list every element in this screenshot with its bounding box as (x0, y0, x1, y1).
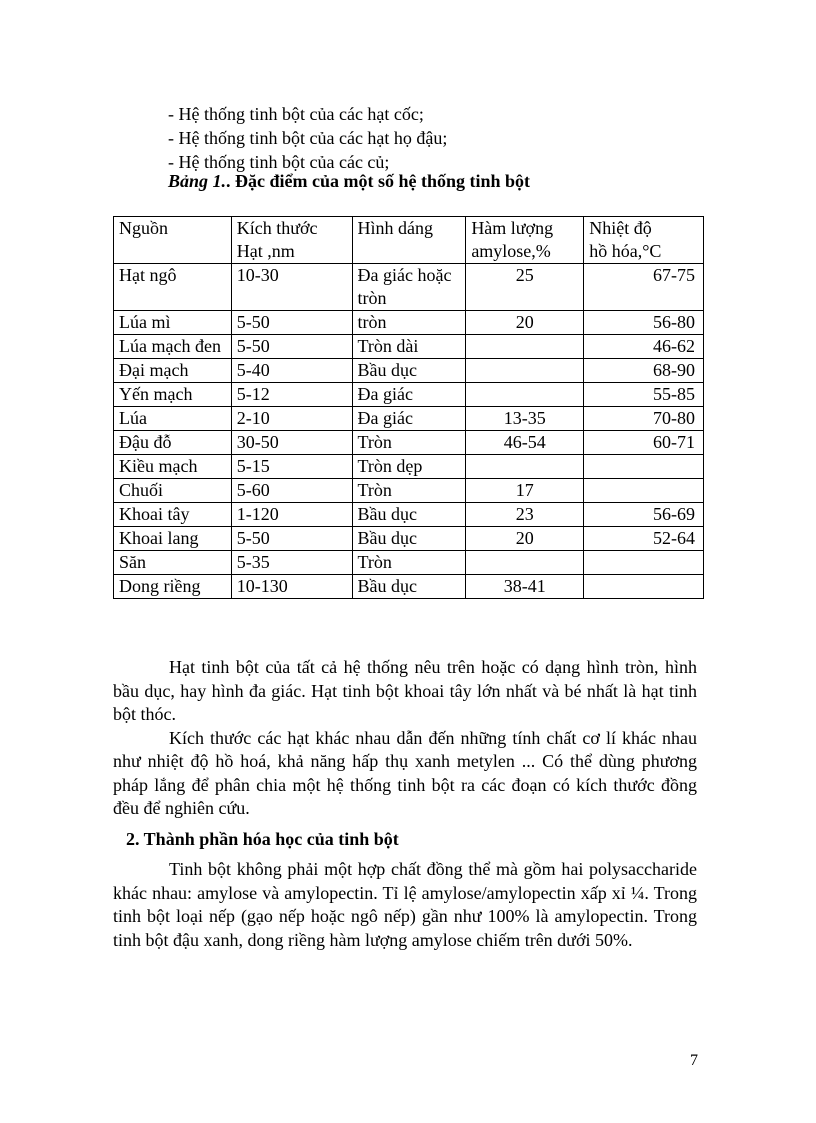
table-cell-amylose: 23 (466, 503, 584, 527)
table-cell-size: 30-50 (231, 431, 352, 455)
bullet-item: - Hệ thống tinh bột của các hạt cốc; (168, 104, 424, 124)
table-cell-source: Yến mạch (114, 383, 232, 407)
table-cell-size: 10-30 (231, 264, 352, 311)
table-cell-size: 10-130 (231, 575, 352, 599)
page-number: 7 (690, 1052, 698, 1069)
table-cell-size: 5-35 (231, 551, 352, 575)
table-cell-size: 5-60 (231, 479, 352, 503)
table-row (114, 575, 704, 599)
body-text-1 (113, 656, 697, 821)
table-cell-amylose: 38-41 (466, 575, 584, 599)
table-header-row (114, 217, 704, 264)
table-row (114, 479, 704, 503)
table-cell-size: 5-12 (231, 383, 352, 407)
paragraph: Tinh bột không phải một hợp chất đồng thể mà gồm hai polysaccharide khác nhau: amylose và amylopectin. Tỉ lệ amylose/amylopectin xấp xỉ ¼. Trong tinh bột loại nếp (gạo nếp hoặc ngô nếp) gần như 100% là amylopectin. Trong tinh bột đậu xanh, dong riềng hàm lượng amylose chiếm trên dưới 50%. (113, 859, 697, 950)
table-cell-temp: 68-90 (584, 359, 704, 383)
table-cell-shape: Tròn (352, 431, 466, 455)
table-cell-amylose: 13-35 (466, 407, 584, 431)
bullet-item: - Hệ thống tinh bột của các củ; (168, 152, 390, 172)
table-cell-size: 5-50 (231, 527, 352, 551)
table-cell-temp: 56-69 (584, 503, 704, 527)
caption-label: Bảng 1. (168, 171, 227, 191)
table-cell-temp: 70-80 (584, 407, 704, 431)
header-cell: Kích thước Hạt ,nm (231, 217, 352, 264)
table-cell-size: 5-40 (231, 359, 352, 383)
table-row (114, 551, 704, 575)
table-cell-source: Săn (114, 551, 232, 575)
table-cell-temp: 60-71 (584, 431, 704, 455)
table-cell-size: 5-15 (231, 455, 352, 479)
bullet-list (168, 102, 447, 174)
caption-title: . Đặc điểm của một số hệ thống tinh bột (226, 171, 531, 191)
table-cell-shape: Tròn dài (352, 335, 466, 359)
header-cell: Hình dáng (352, 217, 466, 264)
table-cell-amylose: 46-54 (466, 431, 584, 455)
table-cell-source: Lúa mì (114, 311, 232, 335)
table-cell-shape: Tròn (352, 551, 466, 575)
table-row (114, 503, 704, 527)
table-cell-size: 5-50 (231, 311, 352, 335)
table-row (114, 527, 704, 551)
section-heading: 2. Thành phần hóa học của tinh bột (126, 829, 399, 849)
table-cell-source: Khoai lang (114, 527, 232, 551)
table-caption (168, 171, 530, 192)
table-cell-shape: Đa giác (352, 407, 466, 431)
table-cell-amylose: 20 (466, 527, 584, 551)
table-cell-temp: 46-62 (584, 335, 704, 359)
header-cell: Nhiệt độ hồ hóa,°C (584, 217, 704, 264)
table-cell-shape: Tròn (352, 479, 466, 503)
table-cell-shape: tròn (352, 311, 466, 335)
table-cell-shape: Bầu dục (352, 503, 466, 527)
table-cell-amylose (466, 551, 584, 575)
header-cell: Nguồn (114, 217, 232, 264)
table-cell-amylose (466, 383, 584, 407)
table-cell-amylose: 17 (466, 479, 584, 503)
table-cell-temp (584, 479, 704, 503)
table-row (114, 407, 704, 431)
table-cell-size: 1-120 (231, 503, 352, 527)
table-row (114, 264, 704, 311)
table-cell-amylose (466, 335, 584, 359)
table-cell-amylose (466, 359, 584, 383)
table-row (114, 359, 704, 383)
body-text-2 (113, 858, 697, 952)
table-cell-source: Lúa (114, 407, 232, 431)
table-cell-temp (584, 551, 704, 575)
table-cell-amylose (466, 455, 584, 479)
table-cell-size: 2-10 (231, 407, 352, 431)
table-cell-source: Đại mạch (114, 359, 232, 383)
table-cell-shape: Đa giác (352, 383, 466, 407)
paragraph: Hạt tinh bột của tất cả hệ thống nêu trên hoặc có dạng hình tròn, hình bầu dục, hay hình đa giác. Hạt tinh bột khoai tây lớn nhất và bé nhất là hạt tinh bột thóc. (113, 657, 697, 724)
table-cell-shape: Bầu dục (352, 527, 466, 551)
table-cell-shape: Bầu dục (352, 575, 466, 599)
header-cell: Hàm lượng amylose,% (466, 217, 584, 264)
table-cell-amylose: 25 (466, 264, 584, 311)
table-cell-source: Dong riềng (114, 575, 232, 599)
table-cell-source: Chuối (114, 479, 232, 503)
table-cell-source: Kiều mạch (114, 455, 232, 479)
table-row (114, 335, 704, 359)
table-cell-shape: Bầu dục (352, 359, 466, 383)
table-cell-shape: Đa giác hoặc tròn (352, 264, 466, 311)
paragraph: Kích thước các hạt khác nhau dẫn đến những tính chất cơ lí khác nhau như nhiệt độ hồ hoá, khả năng hấp thụ xanh metylen ... Có thể dùng phương pháp lắng để phân chia một hệ thống tinh bột ra các đoạn có kích thước đồng đều để nghiên cứu. (113, 727, 697, 818)
table-row (114, 311, 704, 335)
table-cell-source: Đậu đỗ (114, 431, 232, 455)
starch-table (113, 216, 704, 599)
table-cell-temp: 55-85 (584, 383, 704, 407)
table-cell-temp: 52-64 (584, 527, 704, 551)
table-cell-source: Khoai tây (114, 503, 232, 527)
table-cell-source: Hạt ngô (114, 264, 232, 311)
table-cell-temp (584, 575, 704, 599)
table-cell-shape: Tròn dẹp (352, 455, 466, 479)
table-row (114, 383, 704, 407)
table-cell-temp: 67-75 (584, 264, 704, 311)
table-cell-temp: 56-80 (584, 311, 704, 335)
table-cell-temp (584, 455, 704, 479)
bullet-item: - Hệ thống tinh bột của các hạt họ đậu; (168, 128, 448, 148)
table-cell-source: Lúa mạch đen (114, 335, 232, 359)
table-cell-size: 5-50 (231, 335, 352, 359)
table-row (114, 455, 704, 479)
table-cell-amylose: 20 (466, 311, 584, 335)
table-row (114, 431, 704, 455)
